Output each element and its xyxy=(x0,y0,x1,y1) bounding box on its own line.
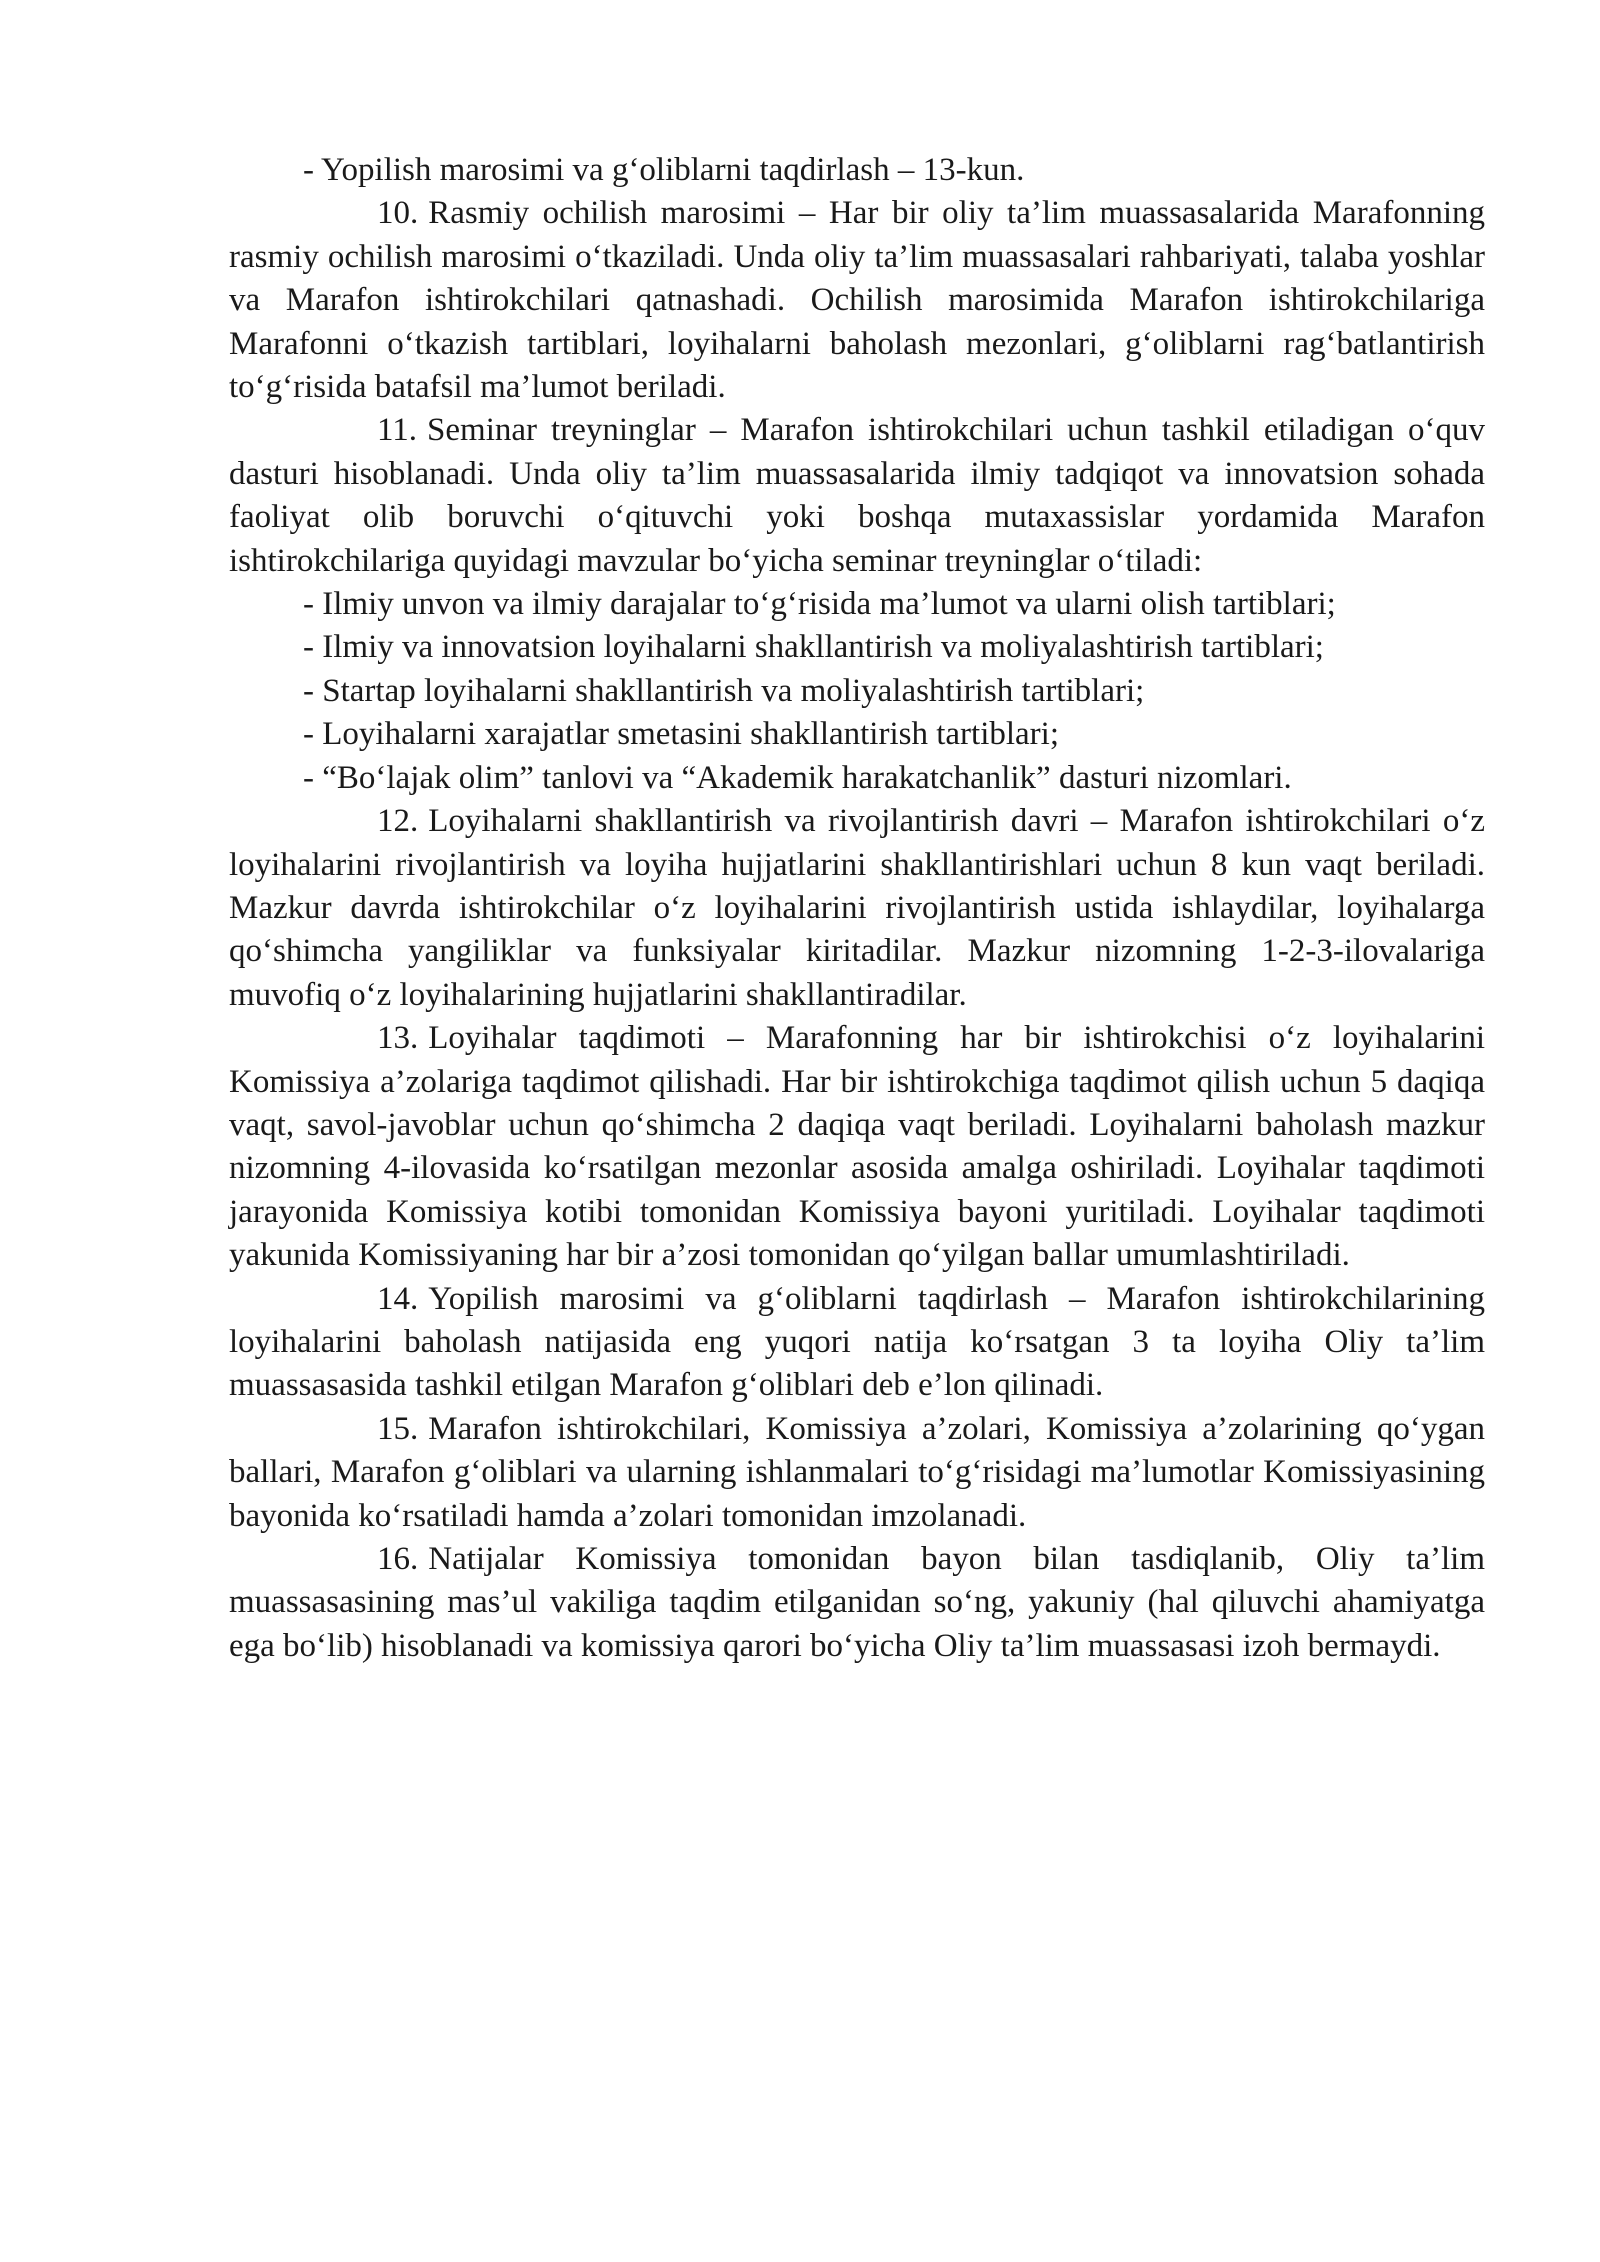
item-15-commission-records xyxy=(229,1408,1485,1538)
item-number: 10. xyxy=(377,195,419,232)
item-number: 15. xyxy=(377,1410,419,1447)
item-12-project-development xyxy=(229,800,1485,1017)
paragraph-text: Seminar treyninglar – Marafon ishtirokchilari uchun tashkil etiladigan o‘quv dasturi hisoblanadi. Unda oliy ta’lim muassasalarida ilmiy tadqiqot va innovatsion sohada faoliyat olib boruvchi o‘qituvchi yoki boshqa mutaxassislar yordamida Marafon ishtirokchilariga quyidagi mavzular bo‘yicha seminar treyninglar o‘tiladi: xyxy=(229,412,1485,579)
paragraph-text: - Ilmiy va innovatsion loyihalarni shakllantirish va moliyalashtirish tartiblari; xyxy=(303,629,1324,666)
paragraph-text: - “Bo‘lajak olim” tanlovi va “Akademik harakatchanlik” dasturi nizomlari. xyxy=(303,759,1292,796)
item-14-closing-ceremony xyxy=(229,1278,1485,1408)
paragraph-text: - Ilmiy unvon va ilmiy darajalar to‘g‘risida ma’lumot va ularni olish tartiblari; xyxy=(303,586,1336,623)
paragraph-text: - Yopilish marosimi va g‘oliblarni taqdirlash – 13-kun. xyxy=(303,152,1025,188)
item-number: 16. xyxy=(377,1541,419,1577)
item-number: 14. xyxy=(377,1280,419,1317)
paragraph-text: Loyihalarni shakllantirish va rivojlantirish davri – Marafon ishtirokchilari o‘z loyihalarini rivojlantirish va loyiha hujjatlarini shakllantirishlari uchun 8 kun vaqt beriladi. Mazkur davrda ishtirokchilar o‘z loyihalarini rivojlantirish ustida ishlaydilar, loyihalarga qo‘shimcha yangiliklar va funksiyalar kiritadilar. Mazkur nizomning 1-2-3-ilovalariga muvofiq o‘z loyihalarining hujjatlarini shakllantiradilar. xyxy=(229,803,1485,1013)
bullet-cost-estimates xyxy=(229,713,1485,756)
item-10-opening-ceremony xyxy=(229,192,1485,409)
item-number: 11. xyxy=(377,412,418,449)
bullet-innovation-projects xyxy=(229,626,1485,669)
item-16-final-results xyxy=(229,1538,1485,1668)
paragraph-text: Rasmiy ochilish marosimi – Har bir oliy ta’lim muassasalarida Marafonning rasmiy ochilish marosimi o‘tkaziladi. Unda oliy ta’lim muassasalari rahbariyati, talaba yoshlar va Marafon ishtirokchilari qatnashadi. Ochilish marosimida Marafon ishtirokchilariga Marafonni o‘tkazish tartiblari, loyihalarni baholash mezonlari, g‘oliblarni rag‘batlantirish to‘g‘risida batafsil ma’lumot beriladi. xyxy=(229,195,1485,406)
bullet-academic-titles xyxy=(229,583,1485,626)
bullet-startup-projects xyxy=(229,670,1485,713)
bullet-closing-ceremony-day xyxy=(229,149,1485,192)
paragraph-text: Yopilish marosimi va g‘oliblarni taqdirlash – Marafon ishtirokchilarining loyihalarini baholash natijasida eng yuqori natija ko‘rsatgan 3 ta loyiha Oliy ta’lim muassasasida tashkil etilgan Marafon g‘oliblari deb e’lon qilinadi. xyxy=(229,1280,1485,1404)
paragraph-text: - Loyihalarni xarajatlar smetasini shakllantirish tartiblari; xyxy=(303,716,1060,753)
item-number: 12. xyxy=(377,803,419,840)
document-page xyxy=(229,149,1485,1668)
paragraph-text: Marafon ishtirokchilari, Komissiya a’zolari, Komissiya a’zolarining qo‘ygan ballari, Marafon g‘oliblari va ularning ishlanmalari to‘g‘risidagi ma’lumotlar Komissiyasining bayonida ko‘rsatiladi hamda a’zolari tomonidan imzolanadi. xyxy=(229,1410,1485,1534)
item-number: 13. xyxy=(377,1020,419,1057)
paragraph-text: Natijalar Komissiya tomonidan bayon bilan tasdiqlanib, Oliy ta’lim muassasasining mas’ul vakiliga taqdim etilganidan so‘ng, yakuniy (hal qiluvchi ahamiyatga ega bo‘lib) hisoblanadi va komissiya qarori bo‘yicha Oliy ta’lim muassasasi izoh bermaydi. xyxy=(229,1541,1485,1664)
item-11-seminar-trainings xyxy=(229,409,1485,583)
bullet-competition-rules xyxy=(229,757,1485,800)
paragraph-text: - Startap loyihalarni shakllantirish va moliyalashtirish tartiblari; xyxy=(303,672,1145,709)
paragraph-text: Loyihalar taqdimoti – Marafonning har bir ishtirokchisi o‘z loyihalarini Komissiya a’zolariga taqdimot qilishadi. Har bir ishtirokchiga taqdimot qilish uchun 5 daqiqa vaqt, savol-javoblar uchun qo‘shimcha 2 daqiqa vaqt beriladi. Loyihalarni baholash mazkur nizomning 4-ilovasida ko‘rsatilgan mezonlar asosida amalga oshiriladi. Loyihalar taqdimoti jarayonida Komissiya kotibi tomonidan Komissiya bayoni yuritiladi. Loyihalar taqdimoti yakunida Komissiyaning har bir a’zosi tomonidan qo‘yilgan ballar umumlashtiriladi. xyxy=(229,1020,1485,1274)
item-13-project-presentation xyxy=(229,1017,1485,1277)
